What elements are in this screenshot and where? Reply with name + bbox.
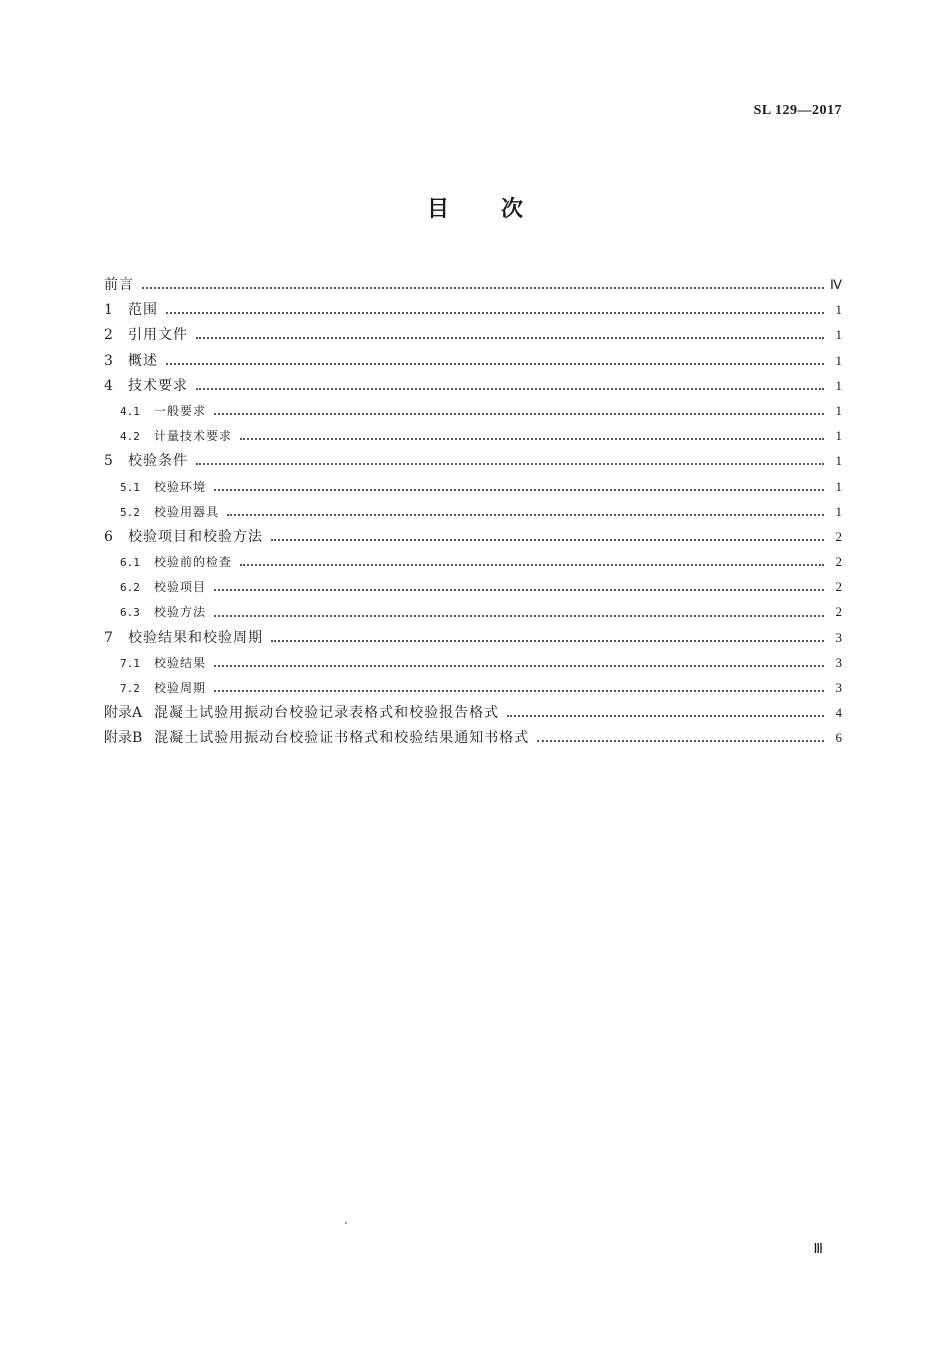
toc-entry-number: 3 — [104, 352, 113, 369]
toc-entry-label: 校验前的检查 — [154, 555, 233, 570]
toc-entry-label: 混凝土试验用振动台校验记录表格式和校验报告格式 — [154, 705, 500, 722]
toc-entry[interactable] — [104, 700, 842, 725]
toc-entry[interactable] — [104, 373, 842, 398]
toc-entry[interactable] — [104, 272, 842, 297]
toc-entry-page: 3 — [835, 629, 842, 645]
toc-entry-page: 1 — [835, 453, 842, 469]
toc-dot-leader — [196, 336, 824, 339]
toc-entry[interactable] — [104, 725, 842, 750]
toc-entry-label: 校验项目和校验方法 — [128, 528, 263, 545]
toc-entry-page: 1 — [835, 478, 842, 494]
toc-entry-label: 校验条件 — [128, 453, 188, 470]
toc-entry[interactable] — [104, 549, 842, 574]
toc-dot-leader — [166, 311, 824, 314]
toc-entry[interactable] — [104, 524, 842, 549]
toc-dot-leader — [214, 488, 824, 491]
toc-entry-page: 2 — [835, 554, 842, 570]
toc-entry-label: 校验周期 — [154, 681, 207, 695]
toc-entry-number: 附录B — [104, 730, 143, 747]
toc-entry-page: 1 — [835, 327, 842, 343]
toc-entry-number: 5.2 — [120, 505, 140, 519]
toc-entry-page: 3 — [835, 680, 842, 695]
toc-entry[interactable] — [104, 574, 842, 599]
toc-entry-number: 4 — [104, 377, 113, 394]
toc-entry-number: 6.1 — [120, 556, 140, 570]
toc-entry[interactable] — [104, 499, 842, 524]
toc-entry-page: 1 — [835, 402, 842, 418]
toc-entry[interactable] — [104, 297, 842, 322]
toc-dot-leader — [214, 412, 824, 415]
toc-entry-number: 6.2 — [120, 581, 140, 595]
toc-entry-label: 前言 — [104, 277, 134, 293]
toc-entry-number: 2 — [104, 327, 113, 344]
toc-entry-label: 校验环境 — [154, 479, 207, 494]
toc-entry-page: 2 — [835, 528, 842, 544]
toc-entry-label: 校验用器具 — [154, 504, 220, 519]
toc-entry-label: 混凝土试验用振动台校验证书格式和校验结果通知书格式 — [154, 730, 530, 747]
toc-entry-label: 校验结果和校验周期 — [128, 629, 263, 646]
toc-entry-number: 4.2 — [120, 430, 140, 444]
toc-entry-page: 2 — [835, 604, 842, 620]
toc-entry-number: 附录A — [104, 705, 143, 722]
toc-dot-leader — [507, 714, 824, 717]
toc-entry-page: 1 — [835, 377, 842, 393]
toc-dot-leader — [240, 437, 824, 440]
toc-entry[interactable] — [104, 448, 842, 473]
toc-dot-leader — [214, 689, 824, 692]
toc-entry-label: 校验结果 — [154, 655, 207, 670]
toc-dot-leader — [196, 387, 824, 390]
toc-dot-leader — [214, 614, 824, 617]
toc-dot-leader — [227, 513, 824, 516]
toc-entry-page: Ⅳ — [830, 277, 842, 292]
toc-entry[interactable] — [104, 474, 842, 499]
toc-dot-leader — [214, 664, 824, 667]
toc-entry-page: 1 — [835, 428, 842, 444]
scan-speck — [345, 1222, 347, 1224]
toc-entry-label: 范围 — [128, 302, 158, 319]
toc-entry[interactable] — [104, 650, 842, 675]
toc-entry[interactable] — [104, 599, 842, 624]
toc-entry[interactable] — [104, 398, 842, 423]
toc-entry-page: 4 — [835, 705, 842, 721]
toc-dot-leader — [142, 286, 824, 289]
standard-code: SL 129—2017 — [753, 103, 842, 118]
toc-entry-page: 1 — [835, 302, 842, 318]
toc-entry-number: 4.1 — [120, 404, 140, 418]
toc-entry[interactable] — [104, 322, 842, 347]
toc-entry-number: 7.1 — [120, 656, 140, 670]
toc-entry-number: 6 — [104, 528, 113, 545]
toc-entry-number: 6.3 — [120, 606, 140, 620]
toc-entry-label: 引用文件 — [128, 327, 188, 344]
toc-entry-page: 1 — [835, 503, 842, 519]
toc-entry-number: 5.1 — [120, 480, 140, 494]
toc-entry-page: 3 — [835, 654, 842, 670]
toc-entry-number: 1 — [104, 302, 113, 319]
toc-entry-page: 6 — [835, 730, 842, 746]
toc-entry-number: 7 — [104, 629, 113, 646]
toc-entry-label: 概述 — [128, 352, 158, 369]
toc-dot-leader — [271, 639, 824, 642]
toc-entry-label: 计量技术要求 — [154, 429, 233, 444]
table-of-contents — [104, 272, 842, 751]
title-char-2: 次 — [501, 197, 524, 222]
toc-dot-leader — [214, 588, 824, 591]
toc-dot-leader — [166, 362, 824, 365]
toc-entry[interactable] — [104, 423, 842, 448]
toc-entry[interactable] — [104, 348, 842, 373]
toc-entry-label: 校验方法 — [154, 605, 207, 620]
toc-entry[interactable] — [104, 675, 842, 700]
toc-entry-page: 1 — [835, 352, 842, 368]
toc-entry-label: 一般要求 — [154, 403, 207, 418]
footer-page-number: Ⅲ — [813, 1242, 823, 1257]
toc-dot-leader — [196, 462, 824, 465]
title-char-1: 目 — [426, 197, 449, 222]
page-title — [0, 192, 950, 223]
toc-entry-label: 技术要求 — [128, 377, 188, 394]
toc-entry-label: 校验项目 — [154, 580, 207, 595]
toc-dot-leader — [537, 739, 824, 742]
toc-entry-number: 7.2 — [120, 682, 140, 695]
toc-entry-number: 5 — [104, 453, 113, 470]
toc-dot-leader — [271, 538, 824, 541]
toc-dot-leader — [240, 563, 824, 566]
toc-entry[interactable] — [104, 625, 842, 650]
toc-entry-page: 2 — [835, 579, 842, 595]
